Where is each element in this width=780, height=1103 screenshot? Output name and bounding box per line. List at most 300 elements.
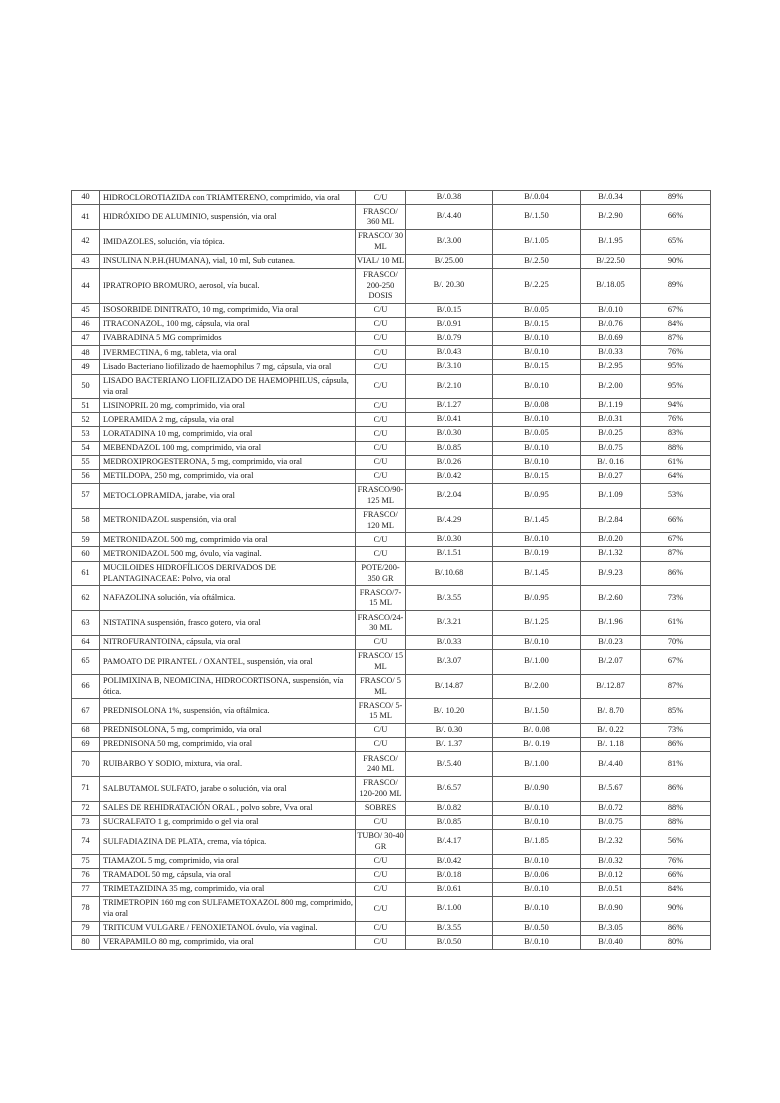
table-row bbox=[72, 346, 711, 360]
price-table-body bbox=[72, 191, 711, 950]
price-2-cell bbox=[493, 268, 581, 303]
price-3-cell-text: B/.12.87 bbox=[596, 680, 625, 690]
price-1-cell bbox=[406, 723, 493, 737]
price-1-cell bbox=[406, 586, 493, 611]
presentation-unit-cell-text: FRASCO/ 360 ML bbox=[363, 206, 398, 227]
table-row bbox=[72, 413, 711, 427]
medicine-description-cell bbox=[100, 508, 356, 533]
price-2-cell bbox=[493, 815, 581, 829]
percentage-cell-text: 64% bbox=[667, 470, 684, 480]
price-2-cell-text: B/.2.00 bbox=[524, 680, 549, 690]
medicine-description-cell bbox=[100, 332, 356, 346]
price-1-cell-text: B/.0.15 bbox=[436, 304, 462, 314]
price-1-cell bbox=[406, 318, 493, 332]
percentage-cell-text: 83% bbox=[667, 428, 684, 438]
medicine-description-cell-text: LISINOPRIL 20 mg, comprimido, via oral bbox=[103, 400, 245, 410]
item-number-cell bbox=[72, 699, 100, 724]
presentation-unit-cell-text: C/U bbox=[373, 471, 388, 481]
item-number-cell bbox=[72, 738, 100, 752]
medicine-description-cell bbox=[100, 268, 356, 303]
item-number-cell-text: 54 bbox=[81, 442, 90, 452]
price-1-cell bbox=[406, 268, 493, 303]
presentation-unit-cell bbox=[356, 229, 406, 254]
medicine-description-cell-text: NISTATINA suspensión, frasco gotero, via oral bbox=[103, 617, 261, 627]
presentation-unit-cell-text: C/U bbox=[373, 903, 388, 913]
presentation-unit-cell-text: VIAL/ 10 ML bbox=[357, 255, 405, 265]
item-number-cell-text: 62 bbox=[81, 592, 90, 602]
price-2-cell-text: B/.1.25 bbox=[524, 617, 549, 627]
medicine-description-cell bbox=[100, 882, 356, 896]
price-3-cell bbox=[581, 346, 641, 360]
presentation-unit-cell bbox=[356, 801, 406, 815]
price-3-cell-text: B/.2.07 bbox=[598, 656, 623, 666]
price-2-cell bbox=[493, 441, 581, 455]
price-2-cell bbox=[493, 399, 581, 413]
item-number-cell-text: 47 bbox=[81, 333, 90, 343]
price-2-cell bbox=[493, 699, 581, 724]
price-3-cell bbox=[581, 413, 641, 427]
price-3-cell-text: B/.0.33 bbox=[598, 347, 623, 357]
price-3-cell-text: B/.4.40 bbox=[598, 758, 623, 768]
price-2-cell bbox=[493, 374, 581, 399]
item-number-cell-text: 76 bbox=[81, 869, 90, 879]
price-1-cell-text: B/.1.51 bbox=[436, 548, 462, 558]
price-3-cell bbox=[581, 455, 641, 469]
price-3-cell-text: B/.2.84 bbox=[598, 514, 623, 524]
item-number-cell bbox=[72, 318, 100, 332]
item-number-cell bbox=[72, 469, 100, 483]
presentation-unit-cell-text: C/U bbox=[373, 855, 388, 865]
item-number-cell bbox=[72, 801, 100, 815]
price-1-cell bbox=[406, 374, 493, 399]
percentage-cell-text: 87% bbox=[667, 680, 684, 690]
percentage-cell bbox=[641, 752, 711, 777]
medicine-description-cell bbox=[100, 896, 356, 921]
price-3-cell bbox=[581, 635, 641, 649]
medicine-description-cell bbox=[100, 674, 356, 699]
price-2-cell-text: B/.0.15 bbox=[524, 361, 549, 371]
medicine-description-cell-text: SULFADIAZINA DE PLATA, crema, vía tópica. bbox=[103, 836, 267, 846]
medicine-description-cell bbox=[100, 254, 356, 268]
table-row bbox=[72, 455, 711, 469]
price-2-cell-text: B/.0.10 bbox=[524, 414, 549, 424]
price-3-cell-text: B/.1.95 bbox=[598, 236, 623, 246]
percentage-cell-text: 95% bbox=[667, 361, 684, 371]
presentation-unit-cell-text: C/U bbox=[373, 319, 388, 329]
item-number-cell-text: 43 bbox=[81, 255, 90, 265]
price-1-cell bbox=[406, 191, 493, 205]
price-3-cell-text: B/.5.67 bbox=[598, 783, 623, 793]
medicine-description-cell bbox=[100, 738, 356, 752]
presentation-unit-cell bbox=[356, 346, 406, 360]
item-number-cell bbox=[72, 649, 100, 674]
percentage-cell bbox=[641, 399, 711, 413]
price-2-cell-text: B/. 0.19 bbox=[523, 739, 550, 749]
medicine-description-cell bbox=[100, 413, 356, 427]
price-3-cell-text: B/. 0.16 bbox=[597, 456, 624, 466]
table-row bbox=[72, 469, 711, 483]
price-1-cell-text: B/. 20.30 bbox=[433, 280, 465, 290]
price-2-cell-text: B/.1.85 bbox=[524, 836, 549, 846]
price-1-cell bbox=[406, 547, 493, 561]
price-1-cell-text: B/.4.17 bbox=[436, 836, 462, 846]
item-number-cell bbox=[72, 413, 100, 427]
presentation-unit-cell-text: C/U bbox=[373, 817, 388, 826]
medicine-description-cell-text: NAFAZOLINA solución, vía oftálmica. bbox=[103, 593, 236, 603]
table-row bbox=[72, 483, 711, 508]
percentage-cell bbox=[641, 561, 711, 586]
table-row bbox=[72, 427, 711, 441]
price-1-cell bbox=[406, 868, 493, 882]
price-1-cell-text: B/.0.42 bbox=[436, 855, 462, 865]
price-3-cell bbox=[581, 360, 641, 374]
table-row bbox=[72, 882, 711, 896]
price-1-cell bbox=[406, 674, 493, 699]
price-2-cell-text: B/.0.08 bbox=[524, 400, 549, 410]
price-3-cell-text: B/.2.60 bbox=[598, 592, 623, 602]
price-2-cell bbox=[493, 455, 581, 469]
price-2-cell bbox=[493, 205, 581, 230]
medicine-description-cell bbox=[100, 469, 356, 483]
percentage-cell-text: 90% bbox=[667, 255, 684, 265]
price-1-cell-text: B/.0.79 bbox=[436, 333, 462, 343]
medicine-description-cell-text: ITRACONAZOL, 100 mg, cápsula, via oral bbox=[103, 319, 250, 329]
presentation-unit-cell-text: FRASCO/ 120 ML bbox=[363, 510, 398, 530]
price-2-cell bbox=[493, 332, 581, 346]
percentage-cell bbox=[641, 469, 711, 483]
price-1-cell bbox=[406, 332, 493, 346]
table-row bbox=[72, 586, 711, 611]
table-row bbox=[72, 374, 711, 399]
price-3-cell bbox=[581, 254, 641, 268]
table-row bbox=[72, 752, 711, 777]
price-1-cell bbox=[406, 455, 493, 469]
percentage-cell bbox=[641, 738, 711, 752]
price-3-cell bbox=[581, 268, 641, 303]
medicine-description-cell-text: HIDROCLOROTIAZIDA con TRIAMTERENO, comprimido, via oral bbox=[103, 192, 340, 202]
percentage-cell-text: 56% bbox=[667, 836, 684, 846]
item-number-cell-text: 79 bbox=[81, 922, 90, 932]
medicine-description-cell bbox=[100, 483, 356, 508]
presentation-unit-cell bbox=[356, 935, 406, 949]
price-3-cell bbox=[581, 229, 641, 254]
percentage-cell-text: 86% bbox=[667, 783, 684, 793]
table-row bbox=[72, 360, 711, 374]
price-2-cell-text: B/.0.10 bbox=[524, 534, 549, 544]
price-3-cell-text: B/. 0.22 bbox=[597, 724, 624, 734]
price-2-cell bbox=[493, 229, 581, 254]
price-3-cell-text: B/.0.72 bbox=[598, 802, 623, 812]
percentage-cell bbox=[641, 229, 711, 254]
price-3-cell-text: B/.2.32 bbox=[598, 836, 623, 846]
percentage-cell bbox=[641, 723, 711, 737]
medicine-description-cell bbox=[100, 191, 356, 205]
medicine-description-cell bbox=[100, 586, 356, 611]
item-number-cell bbox=[72, 303, 100, 317]
price-3-cell-text: B/.0.69 bbox=[598, 333, 623, 343]
price-3-cell-text: B/.1.19 bbox=[598, 400, 623, 410]
price-2-cell bbox=[493, 508, 581, 533]
percentage-cell-text: 66% bbox=[667, 514, 684, 524]
presentation-unit-cell-text: C/U bbox=[373, 305, 388, 315]
price-3-cell bbox=[581, 374, 641, 399]
price-3-cell bbox=[581, 829, 641, 854]
price-2-cell-text: B/.0.10 bbox=[524, 333, 549, 343]
price-2-cell-text: B/.1.45 bbox=[524, 567, 549, 577]
price-1-cell-text: B/.0.42 bbox=[436, 470, 462, 480]
presentation-unit-cell-text: C/U bbox=[373, 534, 388, 544]
price-2-cell bbox=[493, 752, 581, 777]
price-2-cell bbox=[493, 935, 581, 949]
presentation-unit-cell-text: C/U bbox=[373, 936, 388, 946]
price-2-cell-text: B/.0.90 bbox=[524, 783, 549, 793]
presentation-unit-cell bbox=[356, 508, 406, 533]
price-1-cell bbox=[406, 776, 493, 801]
item-number-cell-text: 66 bbox=[81, 681, 90, 691]
price-2-cell-text: B/.0.95 bbox=[524, 592, 549, 602]
item-number-cell bbox=[72, 752, 100, 777]
medicine-description-cell-text: HIDRÓXIDO DE ALUMINIO, suspensión, via oral bbox=[103, 211, 277, 221]
price-2-cell-text: B/.0.10 bbox=[524, 903, 549, 913]
presentation-unit-cell-text: FRASCO/ 120-200 ML bbox=[359, 778, 402, 799]
percentage-cell bbox=[641, 586, 711, 611]
medicine-description-cell-text: LORATADINA 10 mg, comprimido, via oral bbox=[103, 428, 253, 438]
percentage-cell bbox=[641, 921, 711, 935]
percentage-cell-text: 70% bbox=[667, 636, 684, 646]
medicine-description-cell-text: TRIMETROPIN 160 mg con SULFAMETOXAZOL 800 mg, comprimido, via oral bbox=[103, 898, 353, 919]
presentation-unit-cell-text: C/U bbox=[373, 361, 388, 371]
item-number-cell bbox=[72, 829, 100, 854]
medicine-description-cell-text: PAMOATO DE PIRANTEL / OXANTEL, suspensión, via oral bbox=[103, 656, 313, 666]
percentage-cell bbox=[641, 191, 711, 205]
percentage-cell-text: 84% bbox=[667, 319, 684, 329]
percentage-cell bbox=[641, 649, 711, 674]
table-row bbox=[72, 815, 711, 829]
item-number-cell bbox=[72, 332, 100, 346]
price-2-cell bbox=[493, 801, 581, 815]
medicine-description-cell bbox=[100, 699, 356, 724]
price-3-cell-text: B/.0.20 bbox=[598, 534, 623, 544]
presentation-unit-cell-text: C/U bbox=[373, 347, 388, 357]
presentation-unit-cell bbox=[356, 586, 406, 611]
percentage-cell-text: 76% bbox=[667, 414, 684, 424]
price-2-cell bbox=[493, 586, 581, 611]
percentage-cell bbox=[641, 360, 711, 374]
price-3-cell bbox=[581, 935, 641, 949]
medicine-description-cell bbox=[100, 374, 356, 399]
table-row bbox=[72, 533, 711, 547]
price-3-cell bbox=[581, 427, 641, 441]
medicine-description-cell-text: POLIMIXINA B, NEOMICINA, HIDROCORTISONA, suspensión, vía ótica. bbox=[103, 676, 344, 696]
price-2-cell bbox=[493, 360, 581, 374]
price-3-cell-text: B/. 1.18 bbox=[597, 739, 624, 749]
price-2-cell-text: B/.0.10 bbox=[524, 883, 549, 893]
price-3-cell-text: B/.0.34 bbox=[598, 192, 623, 201]
presentation-unit-cell-text: FRASCO/ 200-250 DOSIS bbox=[363, 270, 398, 301]
item-number-cell-text: 74 bbox=[81, 836, 90, 846]
price-2-cell bbox=[493, 635, 581, 649]
item-number-cell-text: 63 bbox=[81, 617, 90, 627]
table-row bbox=[72, 699, 711, 724]
table-row bbox=[72, 332, 711, 346]
table-row bbox=[72, 254, 711, 268]
table-row bbox=[72, 649, 711, 674]
price-1-cell-text: B/.10.68 bbox=[434, 567, 464, 577]
item-number-cell-text: 57 bbox=[81, 490, 90, 500]
medicine-description-cell bbox=[100, 346, 356, 360]
item-number-cell bbox=[72, 547, 100, 561]
price-1-cell-text: B/.0.18 bbox=[436, 869, 462, 879]
price-2-cell-text: B/.0.10 bbox=[524, 442, 549, 452]
medicine-description-cell-text: NITROFURANTOINA, cápsula, via oral bbox=[103, 636, 241, 646]
price-2-cell-text: B/.1.00 bbox=[524, 758, 549, 768]
medicine-description-cell bbox=[100, 868, 356, 882]
price-3-cell-text: B/.0.32 bbox=[598, 855, 623, 865]
price-1-cell bbox=[406, 205, 493, 230]
price-1-cell bbox=[406, 229, 493, 254]
price-3-cell bbox=[581, 611, 641, 636]
percentage-cell bbox=[641, 205, 711, 230]
item-number-cell-text: 65 bbox=[81, 656, 90, 666]
medicine-description-cell bbox=[100, 399, 356, 413]
medicine-description-cell-text: PREDNISOLONA 1%, suspensión, vía oftálmica. bbox=[103, 706, 270, 716]
price-1-cell bbox=[406, 399, 493, 413]
percentage-cell bbox=[641, 635, 711, 649]
medicine-description-cell-text: TRIMETAZIDINA 35 mg, comprimido, via oral bbox=[103, 884, 265, 894]
table-row bbox=[72, 561, 711, 586]
price-3-cell-text: B/.1.96 bbox=[598, 617, 623, 627]
presentation-unit-cell bbox=[356, 752, 406, 777]
presentation-unit-cell bbox=[356, 649, 406, 674]
price-3-cell-text: B/.1.32 bbox=[598, 548, 623, 558]
price-3-cell-text: B/.0.25 bbox=[598, 428, 623, 438]
price-2-cell bbox=[493, 254, 581, 268]
price-1-cell bbox=[406, 441, 493, 455]
price-1-cell bbox=[406, 829, 493, 854]
table-row bbox=[72, 854, 711, 868]
price-1-cell-text: B/.0.38 bbox=[436, 192, 462, 201]
table-row bbox=[72, 318, 711, 332]
price-1-cell bbox=[406, 854, 493, 868]
item-number-cell-text: 44 bbox=[81, 280, 90, 290]
medicine-description-cell-text: LOPERAMIDA 2 mg, cápsula, via oral bbox=[103, 414, 235, 424]
price-1-cell-text: B/.6.57 bbox=[436, 783, 462, 793]
price-3-cell-text: B/.0.23 bbox=[598, 636, 623, 646]
medicine-description-cell-text: METRONIDAZOL 500 mg, óvulo, vía vaginal. bbox=[103, 548, 262, 558]
item-number-cell bbox=[72, 346, 100, 360]
percentage-cell bbox=[641, 533, 711, 547]
price-3-cell bbox=[581, 533, 641, 547]
percentage-cell-text: 89% bbox=[667, 280, 684, 290]
presentation-unit-cell-text: FRASCO/ 5-15 ML bbox=[358, 700, 403, 721]
percentage-cell bbox=[641, 303, 711, 317]
price-1-cell-text: B/. 10.20 bbox=[433, 705, 465, 715]
item-number-cell-text: 40 bbox=[81, 192, 90, 202]
presentation-unit-cell bbox=[356, 399, 406, 413]
percentage-cell-text: 80% bbox=[667, 936, 684, 946]
item-number-cell-text: 55 bbox=[81, 456, 90, 466]
price-1-cell-text: B/.2.04 bbox=[436, 490, 462, 500]
presentation-unit-cell bbox=[356, 191, 406, 205]
price-2-cell-text: B/.0.10 bbox=[524, 855, 549, 865]
presentation-unit-cell bbox=[356, 318, 406, 332]
percentage-cell-text: 67% bbox=[667, 656, 684, 666]
price-1-cell-text: B/.4.40 bbox=[436, 211, 462, 221]
item-number-cell-text: 68 bbox=[81, 725, 90, 735]
price-3-cell-text: B/.0.75 bbox=[598, 442, 623, 452]
price-1-cell-text: B/.14.87 bbox=[434, 680, 464, 690]
price-3-cell bbox=[581, 332, 641, 346]
table-row bbox=[72, 508, 711, 533]
percentage-cell-text: 61% bbox=[667, 456, 684, 466]
table-row bbox=[72, 547, 711, 561]
table-row bbox=[72, 896, 711, 921]
percentage-cell-text: 88% bbox=[667, 802, 684, 812]
presentation-unit-cell-text: C/U bbox=[373, 333, 388, 343]
price-2-cell bbox=[493, 303, 581, 317]
price-1-cell-text: B/.1.00 bbox=[436, 903, 462, 913]
price-2-cell-text: B/.0.04 bbox=[524, 192, 549, 201]
item-number-cell bbox=[72, 191, 100, 205]
percentage-cell bbox=[641, 254, 711, 268]
item-number-cell-text: 75 bbox=[81, 855, 90, 865]
price-1-cell-text: B/.0.82 bbox=[436, 802, 462, 812]
medicine-description-cell-text: TIAMAZOL 5 mg, comprimido, via oral bbox=[103, 855, 239, 865]
price-2-cell-text: B/.0.10 bbox=[524, 936, 549, 946]
price-3-cell bbox=[581, 561, 641, 586]
medicine-description-cell bbox=[100, 801, 356, 815]
table-row bbox=[72, 611, 711, 636]
price-1-cell bbox=[406, 561, 493, 586]
presentation-unit-cell bbox=[356, 205, 406, 230]
price-3-cell bbox=[581, 882, 641, 896]
price-3-cell bbox=[581, 896, 641, 921]
medicine-description-cell-text: PREDNISOLONA, 5 mg, comprimido, via oral bbox=[103, 725, 262, 735]
medicine-description-cell-text: MEDROXIPROGESTERONA, 5 mg, comprimido, via oral bbox=[103, 457, 303, 467]
item-number-cell bbox=[72, 508, 100, 533]
price-1-cell bbox=[406, 635, 493, 649]
item-number-cell-text: 69 bbox=[81, 739, 90, 749]
table-row bbox=[72, 921, 711, 935]
item-number-cell bbox=[72, 360, 100, 374]
price-2-cell bbox=[493, 674, 581, 699]
price-1-cell-text: B/.0.50 bbox=[436, 936, 462, 946]
item-number-cell bbox=[72, 561, 100, 586]
percentage-cell bbox=[641, 854, 711, 868]
item-number-cell-text: 72 bbox=[81, 802, 90, 812]
item-number-cell bbox=[72, 229, 100, 254]
price-1-cell-text: B/.3.00 bbox=[436, 236, 462, 246]
item-number-cell-text: 77 bbox=[81, 884, 90, 894]
presentation-unit-cell-text: C/U bbox=[373, 548, 388, 558]
percentage-cell-text: 73% bbox=[667, 724, 684, 734]
price-2-cell-text: B/.0.10 bbox=[524, 347, 549, 357]
table-row bbox=[72, 801, 711, 815]
price-3-cell-text: B/.9.23 bbox=[598, 567, 623, 577]
presentation-unit-cell-text: C/U bbox=[373, 428, 388, 438]
price-2-cell-text: B/.1.00 bbox=[524, 656, 549, 666]
price-1-cell-text: B/.0.61 bbox=[436, 883, 462, 893]
price-2-cell-text: B/.0.05 bbox=[524, 428, 549, 438]
price-1-cell bbox=[406, 427, 493, 441]
presentation-unit-cell bbox=[356, 776, 406, 801]
percentage-cell bbox=[641, 776, 711, 801]
table-row bbox=[72, 205, 711, 230]
price-1-cell-text: B/.0.30 bbox=[436, 534, 462, 544]
price-2-cell bbox=[493, 561, 581, 586]
presentation-unit-cell bbox=[356, 882, 406, 896]
item-number-cell-text: 50 bbox=[81, 381, 90, 391]
